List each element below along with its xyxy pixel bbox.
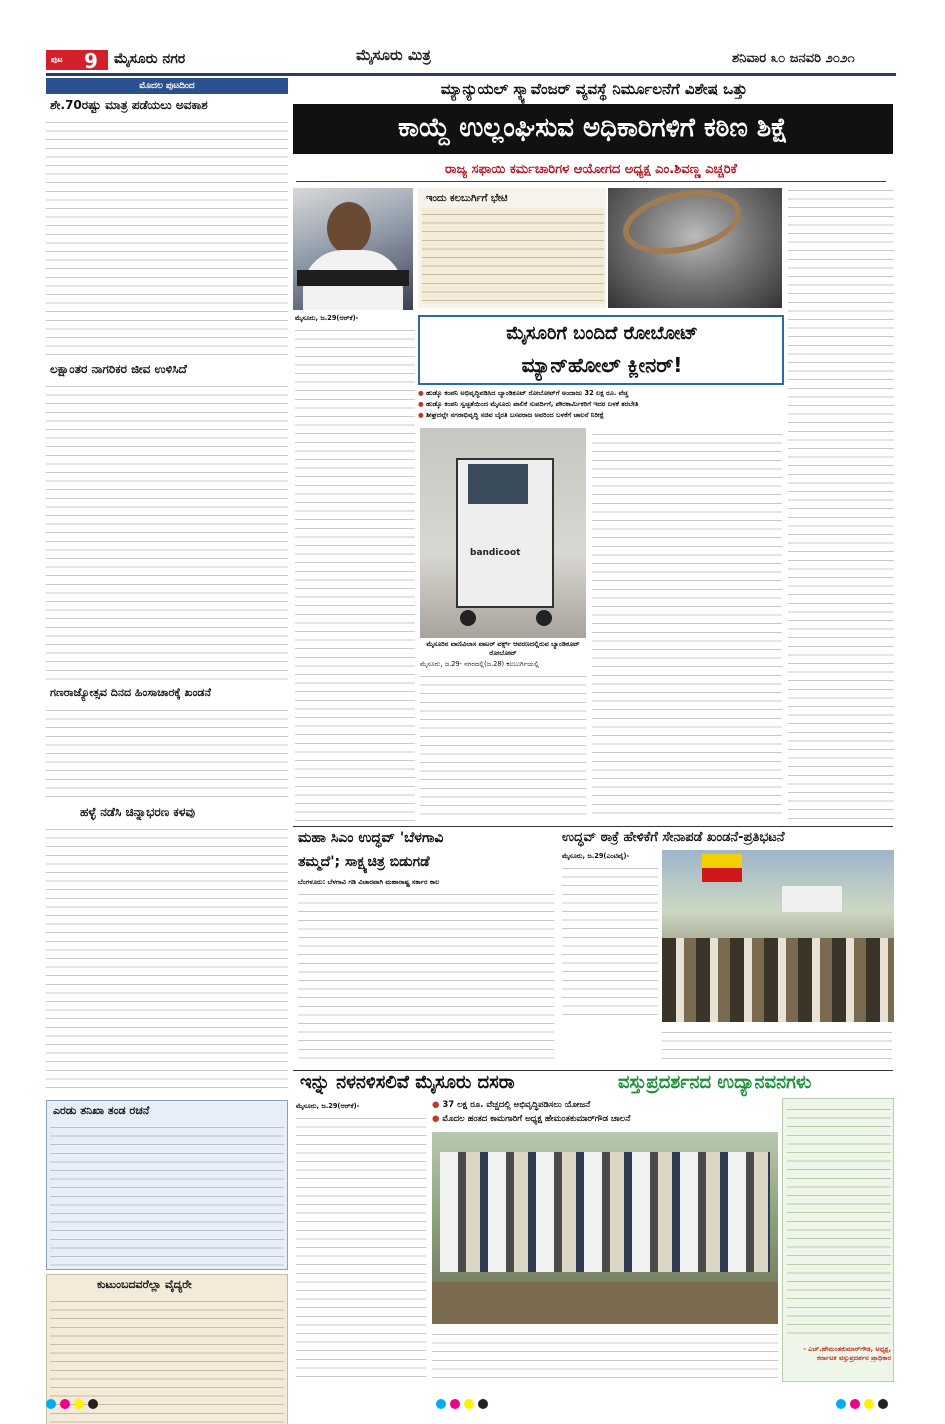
page-number: 9 [84,49,98,73]
manhole-photo [608,188,782,308]
registration-dots-right [836,1394,892,1413]
robot-brand: bandicoot [470,548,521,558]
protest-banner [782,886,842,912]
left-story2-text [46,380,288,680]
left-story5-head: ಎರಡು ತನಿಖಾ ತಂಡ ರಚನೆ [53,1104,150,1117]
issue-date: ಶನಿವಾರ ೩೦ ಜನವರಿ ೨೦೨೧ [732,51,855,66]
dasara-bullet-1: ● 37 ಲಕ್ಷ ರೂ. ವೆಚ್ಚದಲ್ಲಿ ಅಭಿವೃದ್ಧಿಪಡಿಸಲು ಯೋಜನೆ [432,1100,591,1110]
left-story5-text [50,1121,284,1267]
lead-headline-bar [293,104,893,154]
visit-box-text [422,208,604,304]
lead-headline: ಕಾಯ್ದೆ ಉಲ್ಲಂಘಿಸುವ ಅಧಿಕಾರಿಗಳಿಗೆ ಕಠಿಣ ಶಿಕ್ಷೆ [398,113,788,143]
lead-kicker: ಮ್ಯಾನ್ಯುಯಲ್ ಸ್ಕ್ಯಾವೆಂಜರ್ ವ್ಯವಸ್ಥೆ ನಿರ್ಮೂಲನೆಗೆ ವಿಶೇಷ ಒತ್ತು [440,80,748,98]
paper-name: ಮೈಸೂರು ಮಿತ್ರ [356,46,431,64]
udhav-text [298,888,554,1066]
dasara-photo [432,1132,778,1324]
registration-dots-center [436,1394,492,1413]
left-story4-text [46,823,288,1095]
masthead-rule [46,73,896,76]
dasara-sidebox [782,1098,894,1382]
page-number-badge [46,49,108,73]
microphones [297,270,409,286]
dasara-bullet-2-text: ಮೊದಲ ಹಂತದ ಕಾಮಗಾರಿಗೆ ಅಧ್ಯಕ್ಷ ಹೇಮಂತಕುಮಾರ್‌ಗೌಡ ಚಾಲನೆ [442,1114,631,1124]
robot-bullet-2-text: ಹುಡ್ಕೊ ಕಂಪನಿ ಸ್ವಚ್ಛತೆಯಿಂದ ಮೈಸೂರು ಪಾಲಿಕೆ ಸುಪರ್ದಿಗೆ, ಪೌರಕಾರ್ಮಿಕರಿಗೆ ಇದರ ಬಳಕೆ ತರಬೇತಿ [426,400,639,408]
robot-bullet-1: ● ಹುಡ್ಕೊ ಕಂಪನಿ ಅಭಿವೃದ್ಧಿಪಡಿಸಿದ ಬ್ಯಾಂಡಿಕೂಟ್ ರೋಬೋಟ್‌ಗೆ ಅಂದಾಜು 32 ಲಕ್ಷ ರೂ. ವೆಚ್ಚ [418,389,629,397]
left-story1-text [46,116,288,356]
robot-headline-1: ಮೈಸೂರಿಗೆ ಬಂದಿದೆ ರೋಬೋಟ್ [506,323,698,344]
divider-mid [293,826,893,827]
dasara-quote: - ಎಚ್.ಹೇಮಂತಕುಮಾರ್‌ಗೌಡ, ಅಧ್ಯಕ್ಷ, ಕರ್ನಾಟಕ ವಸ್ತುಪ್ರದರ್ಶನ ಪ್ರಾಧಿಕಾರ [803,1345,891,1362]
continued-label: ಮೊದಲ ಪುಟದಿಂದ [139,81,195,91]
left-box-blue [46,1100,288,1270]
section-title: ಮೈಸೂರು ನಗರ [114,51,186,67]
dasara-headline-part1: ಇನ್ನು ನಳನಳಿಸಲಿವೆ ಮೈಸೂರು ದಸರಾ [300,1072,515,1093]
dasara-headline-row [296,1072,896,1098]
dasara-bullet-1-text: 37 ಲಕ್ಷ ರೂ. ವೆಚ್ಚದಲ್ಲಿ ಅಭಿವೃದ್ಧಿಪಡಿಸಲು ಯೋಜನೆ [442,1100,591,1110]
dasara-people [440,1152,770,1272]
protest-dateline: ಮೈಸೂರು, ಜ.29(ಎಂಟಿವೈ)- [562,852,630,860]
protest-flag-yellow [702,854,742,868]
dasara-bullets [432,1098,780,1130]
continued-banner [46,78,288,94]
left-story3-text [46,704,288,800]
udhav-dateline: ಬೆಂಗಳೂರು: ಬೆಳಗಾವಿ ಗಡಿ ವಿಚಾರವಾಗಿ ಮಹಾರಾಷ್ಟ್ರ ಸರ್ಕಾರ ಕಾಲ [298,878,440,886]
robot-wheel-left [460,610,476,626]
registration-dots-left [46,1394,102,1413]
left-story1-head: ಶೇ.70ರಷ್ಟು ಮಾತ್ರ ಪಡೆಯಲು ಅವಕಾಶ [50,98,208,112]
protest-crowd [662,938,894,1022]
official-photo [293,188,413,310]
protest-text [562,862,658,1022]
protest-text-bottom [662,1026,892,1066]
robot-dateline: ಮೈಸೂರು, ಜ.29- ನಗರದಲ್ಲಿ(ಜ.28) ಕಲಬುರ್ಗಿಯಲ್ಲಿ [420,660,540,668]
protest-headline: ಉದ್ಧವ್ ಠಾಕ್ರೆ ಹೇಳಿಕೆಗೆ ಸೇನಾಪಡೆ ಖಂಡನೆ-ಪ್ರತಿಭಟನೆ [562,830,785,845]
robot-wheel-right [536,610,552,626]
dasara-bullet-2: ● ಮೊದಲ ಹಂತದ ಕಾಮಗಾರಿಗೆ ಅಧ್ಯಕ್ಷ ಹೇಮಂತಕುಮಾರ್‌ಗೌಡ ಚಾಲನೆ [432,1114,631,1124]
visit-box-title: ಇಂದು ಕಲಬುರ್ಗಿಗೆ ಭೇಟಿ [426,193,508,204]
robot-bullet-3-text: ಶೀಘ್ರದಲ್ಲೇ ನಗರಾಭಿವೃದ್ಧಿ ಸಚಿವ ಬೈರತಿ ಬಸವರಾಜ ಅವರಿಂದ ಬಳಕೆಗೆ ಚಾಲನೆ ನಿರೀಕ್ಷೆ [426,411,605,419]
dasara-sidebox-text [787,1103,891,1341]
official-face [327,202,371,254]
lead-subhead: ರಾಜ್ಯ ಸಫಾಯಿ ಕರ್ಮಚಾರಿಗಳ ಆಯೋಗದ ಅಧ್ಯಕ್ಷ ಎಂ.ಶಿವಣ್ಣ ಎಚ್ಚರಿಕೆ [296,162,886,182]
robot-bullet-2: ● ಹುಡ್ಕೊ ಕಂಪನಿ ಸ್ವಚ್ಛತೆಯಿಂದ ಮೈಸೂರು ಪಾಲಿಕೆ ಸುಪರ್ದಿಗೆ, ಪೌರಕಾರ್ಮಿಕರಿಗೆ ಇದರ ಬಳಕೆ ತರಬೇತಿ [418,400,639,408]
robot-screen [468,464,528,504]
robot-bullet-1-text: ಹುಡ್ಕೊ ಕಂಪನಿ ಅಭಿವೃದ್ಧಿಪಡಿಸಿದ ಬ್ಯಾಂಡಿಕೂಟ್ ರೋಬೋಟ್‌ಗೆ ಅಂದಾಜು 32 ಲಕ್ಷ ರೂ. ವೆಚ್ಚ [426,389,629,397]
robot-headline-box [418,315,784,385]
visit-box [418,188,606,308]
dasara-text-under [432,1328,778,1384]
left-story2-head: ಲಕ್ಷಾಂತರ ನಾಗರಿಕರ ಜೀವ ಉಳಿಸಿದೆ [50,362,187,376]
manhole-ring [617,188,747,264]
lead-text-col1 [295,324,415,824]
robot-caption: ಮೈಸೂರಿನ ವಾಣಿವಿಲಾಸ ವಾಟರ್ ವರ್ಕ್ಸ್ ಆವರಣದಲ್ಲಿರುವ ಬ್ಯಾಂಡಿಕೂಟ್ ರೋಬೋಟ್ [426,640,580,657]
robot-text-col2 [592,428,782,820]
protest-flag-red [702,868,742,882]
robot-headline-2: ಮ್ಯಾನ್‌ಹೋಲ್ ಕ್ಲೀನರ್! [521,353,683,377]
dasara-headline-part2: ವಸ್ತುಪ್ರದರ್ಶನದ ಉದ್ಯಾನವನಗಳು [618,1072,812,1093]
dasara-ground [432,1282,778,1324]
dasara-dateline: ಮೈಸೂರು, ಜ.29(ಆರ್‌ಕೆ)- [296,1102,360,1110]
lead-dateline: ಮೈಸೂರು, ಜ.29(ಆರ್‌ಕೆ)- [295,314,359,322]
footer-marks [46,1390,896,1410]
left-story3-head: ಗಣರಾಜ್ಯೋತ್ಸವ ದಿನದ ಹಿಂಸಾಚಾರಕ್ಕೆ ಖಂಡನೆ [50,686,211,699]
divider-dasara [293,1070,893,1071]
dasara-text-col1 [296,1112,426,1384]
robot-bullet-3: ● ಶೀಘ್ರದಲ್ಲೇ ನಗರಾಭಿವೃದ್ಧಿ ಸಚಿವ ಬೈರತಿ ಬಸವರಾಜ ಅವರಿಂದ ಬಳಕೆಗೆ ಚಾಲನೆ ನಿರೀಕ್ಷೆ [418,411,605,419]
robot-photo [420,428,586,638]
protest-photo [662,850,894,1022]
udhav-headline-2: ತಮ್ಮದೆ'; ಸಾಕ್ಷ್ಯಚಿತ್ರ ಬಿಡುಗಡೆ [298,854,430,870]
left-story4-head: ಹಳ್ಳೆ ನಡೆಸಿ ಚಿನ್ನಾಭರಣ ಕಳವು [80,805,196,819]
page-label: ಪುಟ [51,55,63,64]
robot-text-under-photo [420,670,586,820]
udhav-headline-1: ಮಹಾ ಸಿಎಂ ಉದ್ಧವ್ 'ಬೆಳಗಾವಿ [298,830,444,846]
left-story6-head: ಕುಟುಂಬದವರೆಲ್ಲಾ ವೈದ್ಯರೇ [97,1278,192,1291]
masthead [46,48,896,72]
left-column [46,78,288,1378]
robot-bullets [418,388,784,426]
right-col-text-top [788,184,894,824]
